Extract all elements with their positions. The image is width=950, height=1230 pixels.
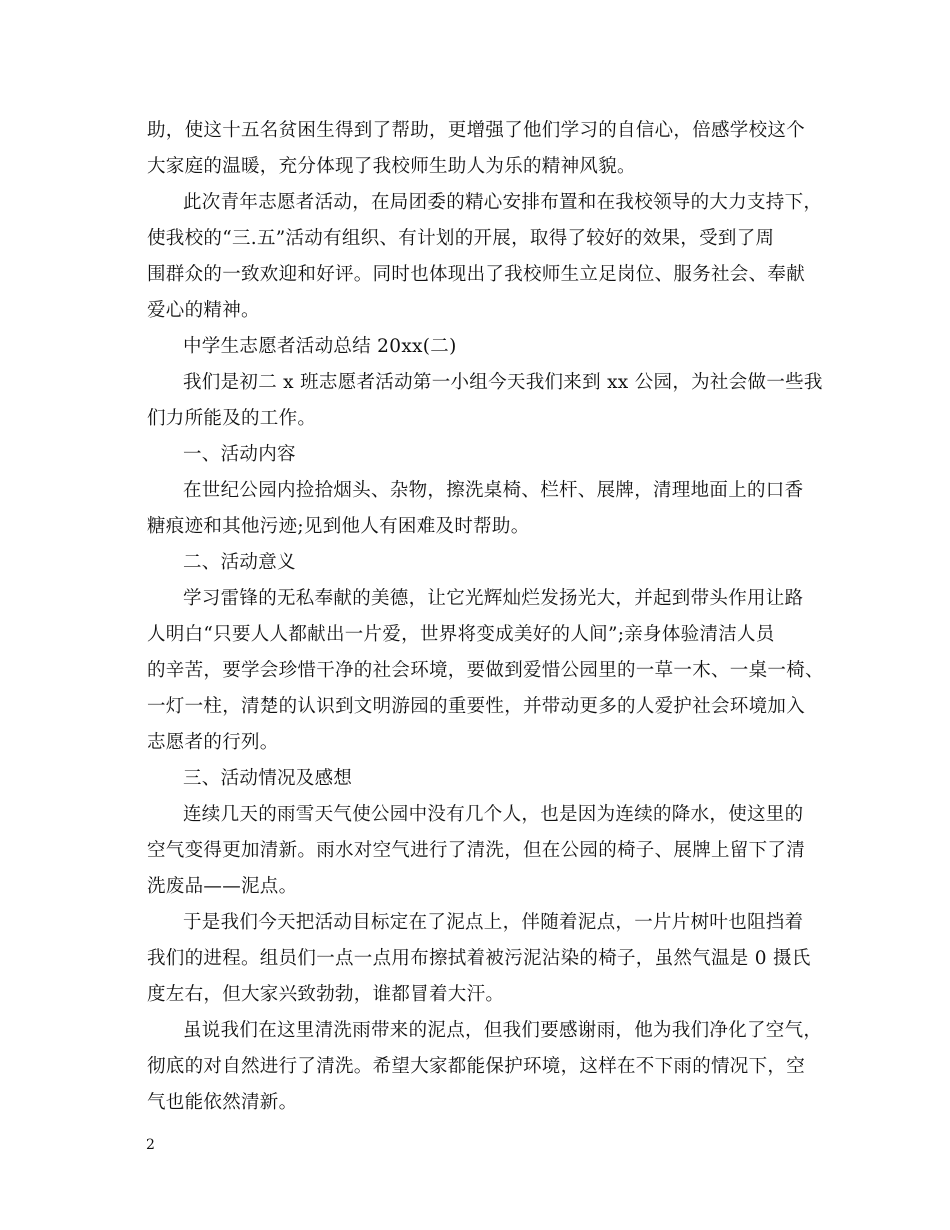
- text-line: 人明白“只要人人都献出一片爱，世界将变成美好的人间”;亲身体验清洁人员: [147, 624, 775, 645]
- text-line: 连续几天的雨雪天气使公园中没有几个人，也是因为连续的降水，使这里的: [183, 804, 804, 825]
- text-line: 的辛苦，要学会珍惜干净的社会环境，要做到爱惜公园里的一草一木、一桌一椅、: [147, 660, 824, 681]
- text-line: 虽说我们在这里清洗雨带来的泥点，但我们要感谢雨，他为我们净化了空气，: [183, 1020, 823, 1041]
- text-line: 我们的进程。组员们一点一点用布擦拭着被污泥沾染的椅子，虽然气温是 0 摄氏: [147, 948, 811, 969]
- text-line: 我们是初二 x 班志愿者活动第一小组今天我们来到 xx 公园，为社会做一些我: [183, 372, 823, 393]
- text-line: 志愿者的行列。: [147, 732, 279, 753]
- text-line: 使我校的“三.五”活动有组织、有计划的开展，取得了较好的效果，受到了周: [147, 228, 775, 249]
- text-line: 糖痕迹和其他污迹;见到他人有困难及时帮助。: [147, 516, 530, 537]
- text-line: 彻底的对自然进行了清洗。希望大家都能保护环境，这样在不下雨的情况下，空: [147, 1056, 806, 1077]
- section-heading: 二、活动意义: [183, 552, 296, 573]
- text-line: 爱心的精神。: [147, 300, 260, 321]
- text-line: 一灯一柱，清楚的认识到文明游园的重要性，并带动更多的人爱护社会环境加入: [147, 696, 806, 717]
- text-line: 围群众的一致欢迎和好评。同时也体现出了我校师生立足岗位、服务社会、奉献: [147, 264, 806, 285]
- text-line: 大家庭的温暖，充分体现了我校师生助人为乐的精神风貌。: [147, 156, 636, 177]
- text-line: 们力所能及的工作。: [147, 408, 317, 429]
- text-line: 此次青年志愿者活动，在局团委的精心安排布置和在我校领导的大力支持下，: [183, 192, 823, 213]
- text-line: 洗废品——泥点。: [147, 876, 298, 897]
- text-line: 度左右，但大家兴致勃勃，谁都冒着大汗。: [147, 984, 505, 1005]
- section-title: 中学生志愿者活动总结 20xx(二): [183, 336, 457, 357]
- page-number: 2: [146, 1137, 155, 1153]
- text-line: 气也能依然清新。: [147, 1092, 298, 1113]
- text-line: 学习雷锋的无私奉献的美德，让它光辉灿烂发扬光大，并起到带头作用让路: [183, 588, 804, 609]
- text-line: 在世纪公园内捡拾烟头、杂物，擦洗桌椅、栏杆、展牌，清理地面上的口香: [183, 480, 804, 501]
- section-heading: 三、活动情况及感想: [183, 768, 353, 789]
- text-line: 助，使这十五名贫困生得到了帮助，更增强了他们学习的自信心，倍感学校这个: [147, 120, 806, 141]
- text-line: 空气变得更加清新。雨水对空气进行了清洗，但在公园的椅子、展牌上留下了清: [147, 840, 806, 861]
- section-heading: 一、活动内容: [183, 444, 296, 465]
- text-line: 于是我们今天把活动目标定在了泥点上，伴随着泥点，一片片树叶也阻挡着: [183, 912, 804, 933]
